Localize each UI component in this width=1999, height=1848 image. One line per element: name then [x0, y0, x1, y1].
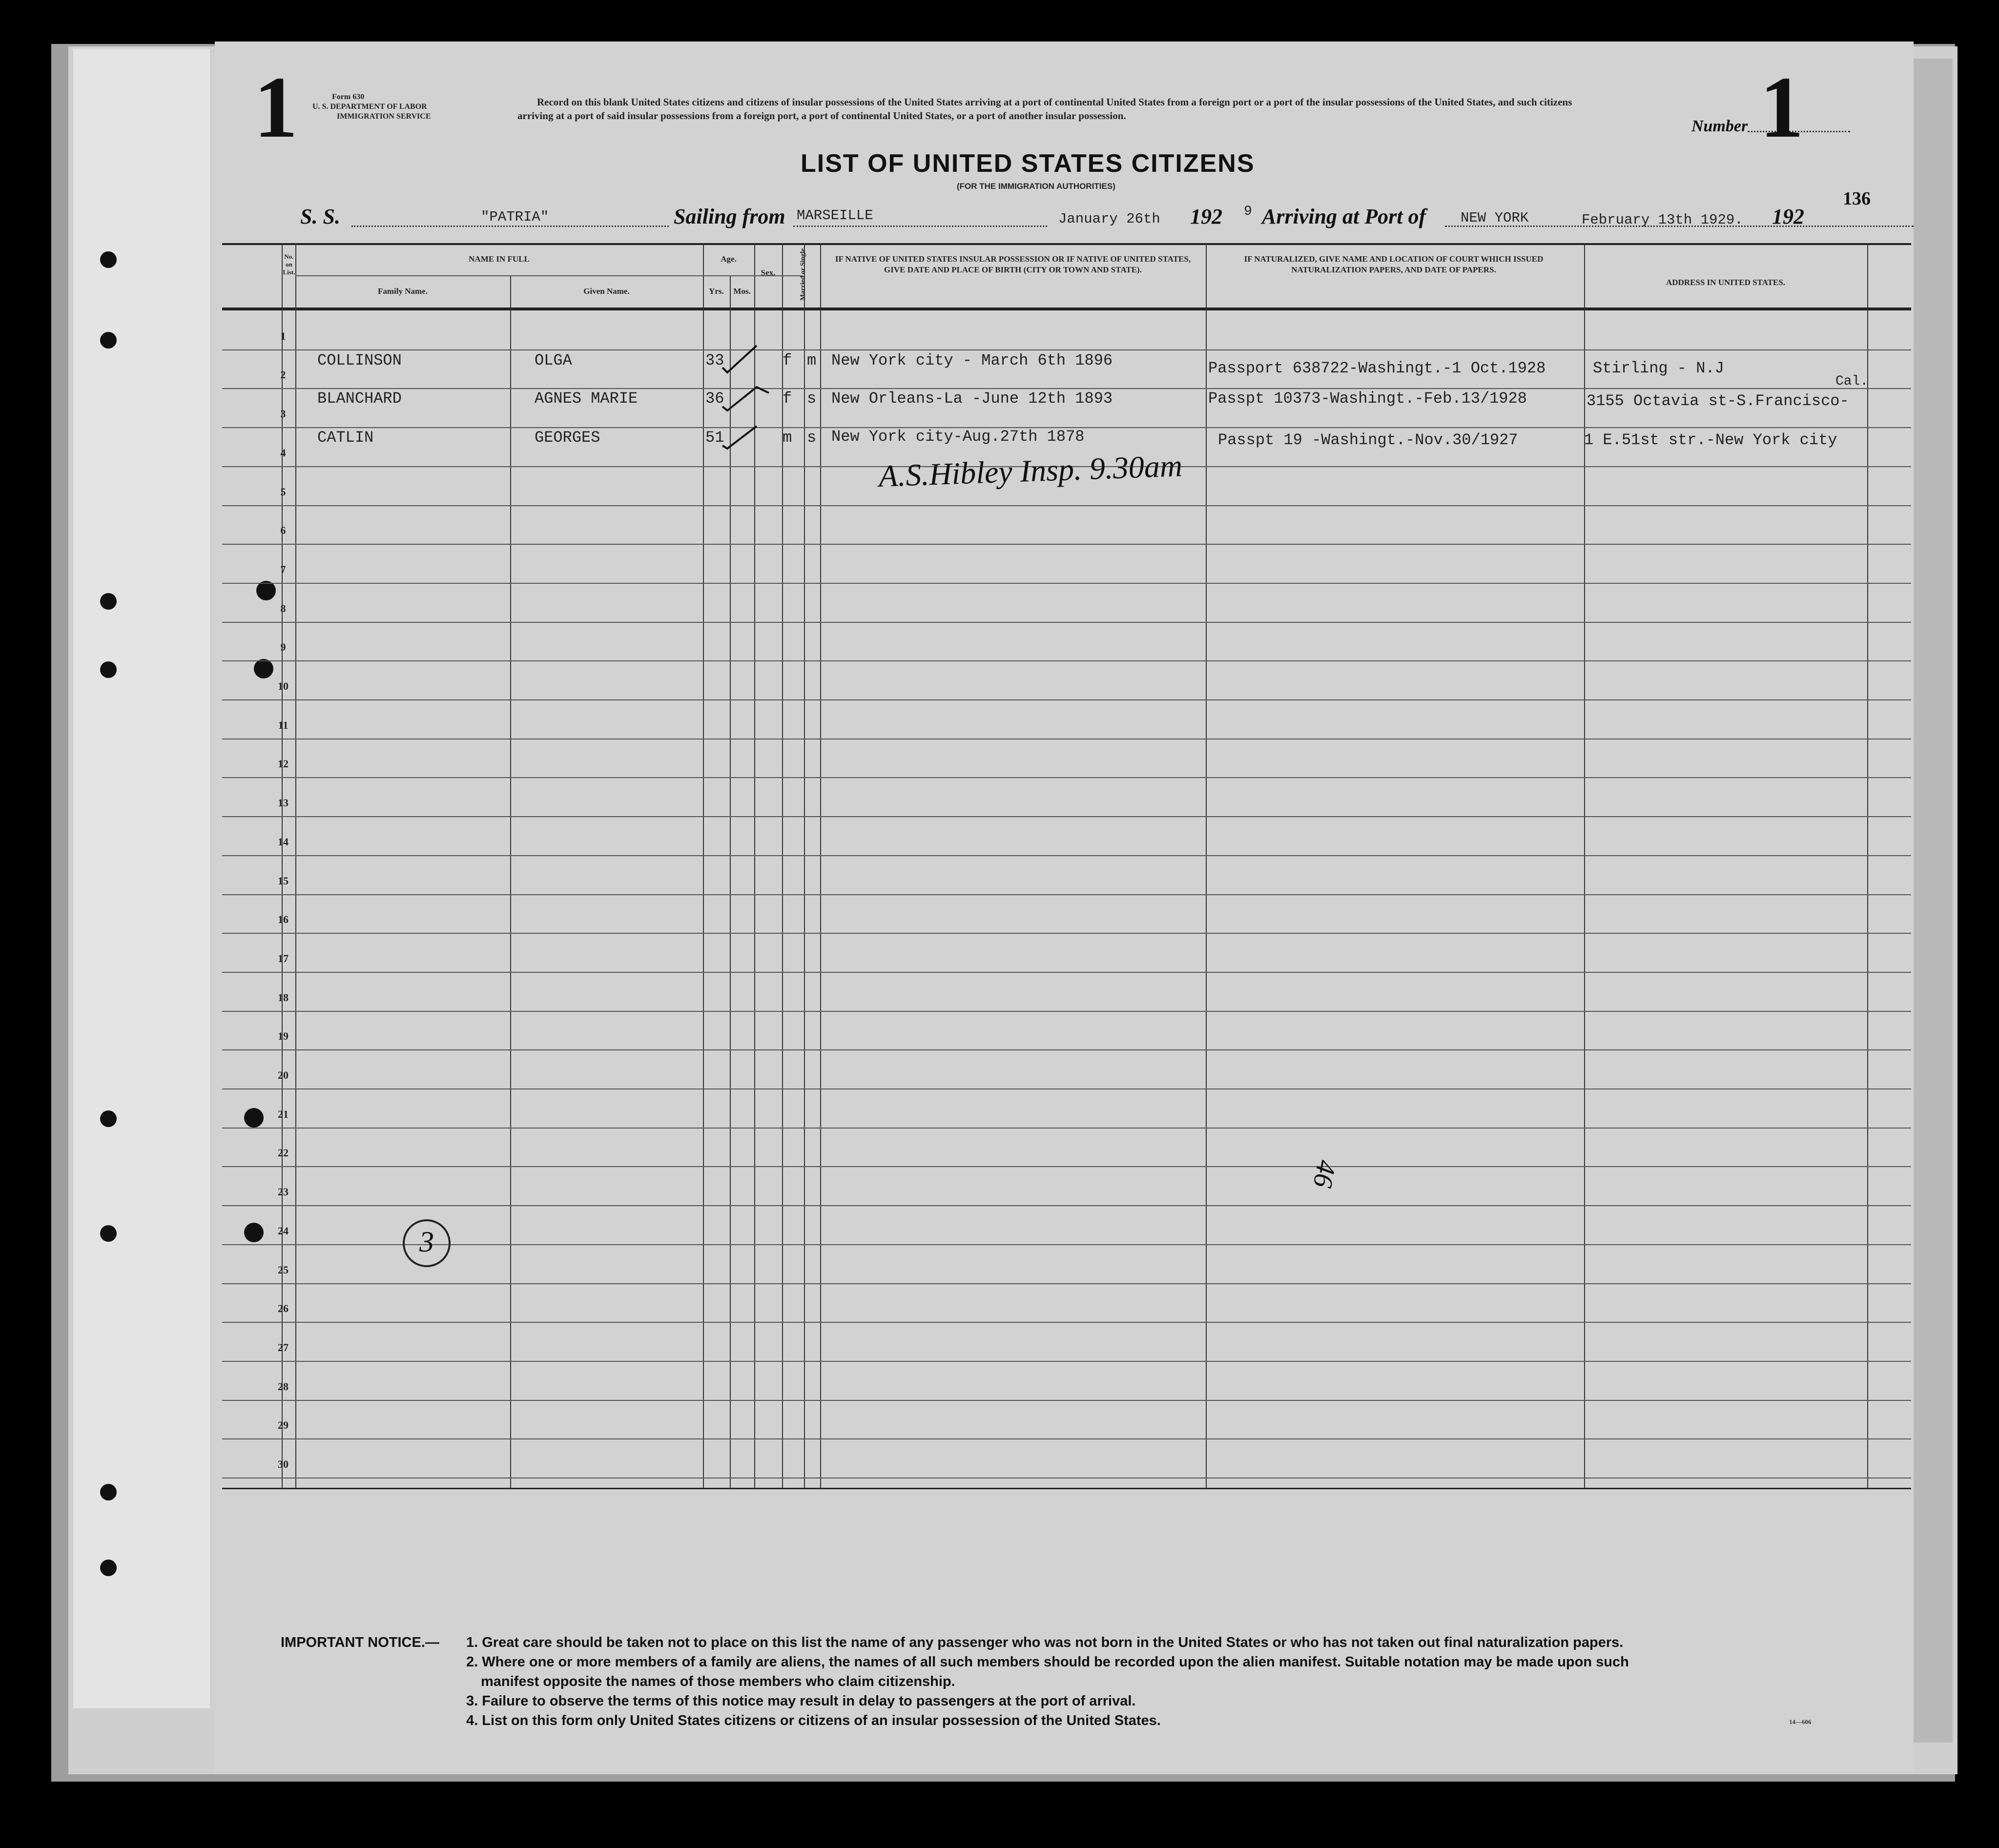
col-divider — [703, 243, 704, 1488]
row-number: 29 — [278, 1419, 289, 1432]
department-name: U. S. DEPARTMENT OF LABOR — [312, 103, 427, 111]
col-divider — [820, 243, 821, 1488]
right-page-edge — [1914, 59, 1953, 1743]
row-number: 19 — [278, 1030, 289, 1043]
row-line — [222, 583, 1911, 584]
passenger-1-address: Stirling - N.J — [1593, 359, 1724, 377]
col-divider — [295, 243, 296, 1488]
row-line — [222, 1283, 1911, 1284]
row-line — [222, 1322, 1911, 1323]
passenger-2-address-note: Cal. — [1835, 374, 1869, 389]
arriving-label: Arriving at Port of — [1262, 205, 1426, 228]
header-no-on-list: No. on List. — [283, 253, 295, 276]
header-sex: Sex. — [761, 268, 776, 277]
passenger-2-address: 3155 Octavia st-S.Francisco- — [1587, 392, 1849, 410]
year-prefix-1: 192 — [1190, 205, 1222, 228]
sailing-port: MARSEILLE — [797, 207, 873, 224]
row-number: 13 — [278, 797, 289, 809]
row-number: 10 — [278, 680, 289, 692]
name-age-subheader-line — [295, 275, 803, 276]
binder-hole — [100, 593, 117, 610]
passenger-1-marital: m — [807, 351, 817, 370]
row-number: 15 — [278, 874, 289, 887]
header-married-single: Married or Single. — [799, 246, 807, 301]
header-bottom-border — [222, 308, 1911, 310]
passenger-1-given: OLGA — [535, 351, 572, 370]
binding-strip — [73, 49, 210, 1708]
row-number: 20 — [278, 1069, 289, 1081]
passenger-1-birth: New York city - March 6th 1896 — [831, 351, 1113, 370]
row-number: 7 — [280, 563, 286, 575]
row-number: 30 — [278, 1458, 289, 1470]
page-title: LIST OF UNITED STATES CITIZENS — [801, 149, 1255, 178]
row-number: 26 — [278, 1302, 289, 1315]
passenger-3-birth: New York city-Aug.27th 1878 — [831, 428, 1085, 446]
row-line — [222, 1049, 1911, 1050]
ss-label: S. S. — [300, 205, 340, 228]
col-divider — [1867, 243, 1868, 1488]
passenger-3-marital: s — [807, 429, 817, 447]
print-code: 14—606 — [1789, 1718, 1812, 1725]
passenger-1-family: COLLINSON — [317, 351, 402, 370]
row-line — [222, 894, 1911, 895]
passenger-3-sex: m — [783, 429, 792, 447]
passenger-3-papers: Passpt 19 -Washingt.-Nov.30/1927 — [1218, 431, 1518, 449]
table-top-border — [222, 243, 1911, 245]
binder-hole — [100, 1560, 117, 1576]
header-age: Age. — [721, 254, 737, 264]
binder-hole — [100, 332, 117, 349]
col-divider — [730, 276, 731, 1488]
row-number: 21 — [278, 1108, 289, 1120]
row-number: 27 — [278, 1341, 289, 1354]
row-line — [222, 1011, 1911, 1012]
notice-heading: IMPORTANT NOTICE.— — [281, 1635, 439, 1650]
header-mos: Mos. — [733, 287, 751, 296]
row-number: 22 — [278, 1147, 289, 1159]
ship-line — [351, 226, 669, 227]
service-name: IMMIGRATION SERVICE — [337, 112, 431, 121]
row-line — [222, 1088, 1911, 1089]
binder-hole — [100, 251, 117, 268]
inspector-signature: A.S.Hibley Insp. 9.30am — [878, 448, 1183, 493]
binder-hole — [100, 661, 117, 678]
row-number: 18 — [278, 991, 289, 1004]
table-bottom-border — [222, 1488, 1911, 1489]
row-line — [222, 933, 1911, 934]
row-line — [222, 505, 1911, 506]
sailing-label: Sailing from — [674, 205, 785, 228]
row-line — [222, 1361, 1911, 1362]
row-number: 25 — [278, 1263, 289, 1276]
passenger-2-yrs: 36 — [705, 390, 724, 408]
row-line — [222, 699, 1911, 700]
passenger-2-marital: s — [807, 390, 817, 408]
row-number: 1 — [280, 329, 286, 342]
passenger-table — [222, 243, 1911, 1566]
passenger-1-sex: f — [783, 351, 792, 370]
notice-item-3: 3. Failure to observe the terms of this notice may result in delay to passengers at the port of arrival. — [466, 1693, 1136, 1709]
passenger-3-address: 1 E.51st str.-New York city — [1584, 431, 1837, 449]
notice-item-1: 1. Great care should be taken not to place on this list the name of any passenger who was not born in the United States or who has not taken out final naturalization papers. — [466, 1635, 1624, 1650]
row-line — [222, 1166, 1911, 1167]
row-number: 24 — [278, 1224, 289, 1237]
row-number: 4 — [280, 446, 286, 459]
row-number: 12 — [278, 758, 289, 770]
passenger-3-yrs: 51 — [705, 429, 724, 447]
sailing-line — [793, 226, 1047, 227]
year-prefix-2: 192 — [1772, 205, 1804, 228]
row-line — [222, 1400, 1911, 1401]
page-stamp-number: 136 — [1843, 188, 1871, 209]
sheet-number-right: 1 — [1760, 59, 1804, 156]
row-number: 9 — [280, 641, 286, 654]
notice-item-4: 4. List on this form only United States citizens or citizens of an insular possession of the United States. — [466, 1713, 1161, 1728]
passenger-3-given: GEORGES — [535, 429, 600, 447]
circled-number: 3 — [419, 1226, 434, 1258]
row-line — [222, 544, 1911, 545]
row-number: 17 — [278, 952, 289, 965]
notice-item-2-cont: manifest opposite the names of those members who claim citizenship. — [481, 1674, 955, 1689]
row-line — [222, 1244, 1911, 1245]
row-line — [222, 816, 1911, 817]
passenger-2-given: AGNES MARIE — [535, 390, 638, 408]
header-family-name: Family Name. — [378, 287, 428, 296]
notice-item-2: 2. Where one or more members of a family are aliens, the names of all such members should be recorded upon the alien manifest. Suitable notation may be made upon such — [466, 1654, 1629, 1670]
row-line — [222, 1438, 1911, 1439]
header-address: ADDRESS IN UNITED STATES. — [1666, 278, 1786, 287]
row-number: 2 — [280, 369, 286, 381]
row-number: 8 — [280, 602, 286, 615]
col-divider — [510, 276, 511, 1488]
passenger-2-sex: f — [783, 390, 792, 408]
passenger-2-birth: New Orleans-La -June 12th 1893 — [831, 390, 1113, 408]
col-divider — [282, 243, 283, 1488]
header-given-name: Given Name. — [583, 287, 630, 296]
row-line — [222, 855, 1911, 856]
row-number: 3 — [280, 408, 286, 420]
passenger-2-family: BLANCHARD — [317, 390, 402, 408]
page-subtitle: (FOR THE IMMIGRATION AUTHORITIES) — [957, 182, 1115, 191]
binder-hole — [100, 1225, 117, 1242]
row-number: 28 — [278, 1380, 289, 1393]
col-divider — [1584, 243, 1585, 1488]
header-yrs: Yrs. — [709, 287, 724, 296]
form-number: Form 630 — [332, 93, 365, 101]
row-number: 23 — [278, 1186, 289, 1198]
row-number: 11 — [278, 719, 289, 731]
header-name-in-full: NAME IN FULL — [469, 254, 530, 264]
row-line — [222, 1205, 1911, 1206]
header-naturalized: IF NATURALIZED, GIVE NAME AND LOCATION OF COURT WHICH ISSUED NATURALIZATION PAPERS, AND DATE OF PAPERS. — [1244, 254, 1544, 274]
year-digit-1: 9 — [1244, 204, 1252, 219]
row-line — [222, 622, 1911, 623]
row-line — [222, 972, 1911, 973]
col-divider — [1206, 243, 1207, 1488]
rotated-number: 46 — [1307, 1158, 1342, 1190]
row-number: 16 — [278, 913, 289, 926]
arrival-date: February 13th 1929. — [1582, 212, 1743, 228]
arrival-port: NEW YORK — [1461, 210, 1529, 226]
binder-hole — [100, 1110, 117, 1127]
circled-number-mark — [403, 1219, 451, 1267]
row-number: 6 — [280, 524, 286, 537]
row-number: 5 — [280, 485, 286, 498]
ship-name: "PATRIA" — [481, 209, 549, 225]
passenger-2-papers: Passpt 10373-Washingt.-Feb.13/1928 — [1208, 390, 1527, 408]
number-label: Number — [1691, 117, 1748, 135]
row-line — [222, 1128, 1911, 1129]
row-line — [222, 660, 1911, 661]
passenger-3-family: CATLIN — [317, 429, 374, 447]
sheet-number-left: 1 — [254, 59, 298, 156]
tick-marks — [710, 338, 818, 451]
row-number: 14 — [278, 835, 289, 848]
row-line — [222, 777, 1911, 778]
header-birth: IF NATIVE OF UNITED STATES INSULAR POSSESSION OR IF NATIVE OF UNITED STATES, GIVE DATE AND PLACE OF BIRTH (CITY OR TOWN AND STATE). — [835, 254, 1191, 274]
passenger-1-papers: Passport 638722-Washingt.-1 Oct.1928 — [1208, 359, 1546, 377]
check-mark-row-3 — [722, 426, 757, 449]
form-instructions: Record on this blank United States citizens and citizens of insular possessions of the United States arriving at a port of continental United States from a foreign port or a port of the insular possessions of the United States, and such citizens arriving at a port of said insular possessions from a foreign port, a port of continental United States, or a port of another insular possession. — [517, 96, 1572, 122]
row-line — [222, 349, 1911, 350]
sailing-date: January 26th — [1058, 211, 1160, 227]
check-mark-row-2 — [722, 387, 769, 411]
binder-hole — [100, 1484, 117, 1500]
passenger-1-yrs: 33 — [705, 351, 724, 370]
check-mark-row-1 — [722, 346, 757, 372]
